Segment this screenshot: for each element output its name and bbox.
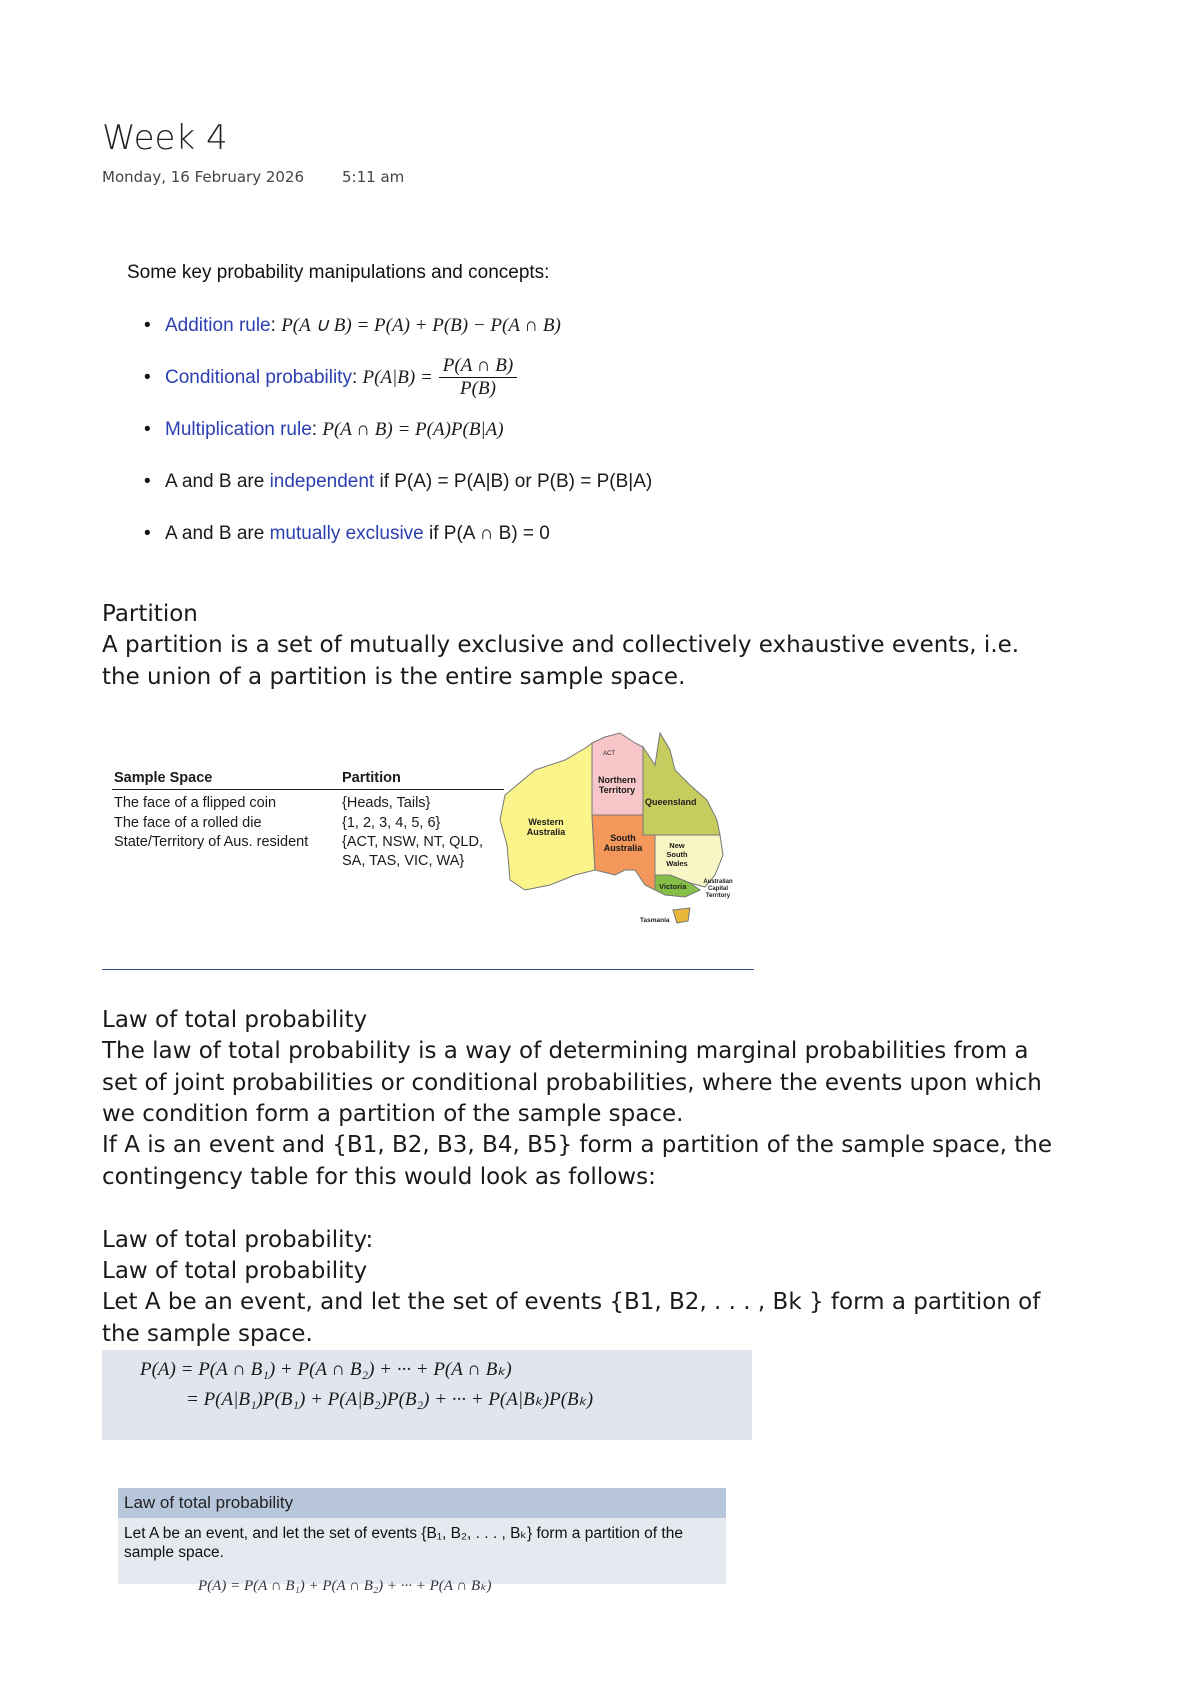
conditional-lhs: P(A|B) = bbox=[362, 367, 433, 388]
ltp-paragraph-3: Let A be an event, and let the set of events {B1, B2, . . . , Bk } form a partition of the sample space. bbox=[102, 1289, 1041, 1347]
partition-heading: Partition bbox=[102, 601, 198, 627]
table-row bbox=[112, 790, 504, 813]
table-cell: {1, 2, 3, 4, 5, 6} bbox=[342, 814, 441, 831]
table-cell: The face of a rolled die bbox=[114, 814, 262, 831]
ltp-definition-box bbox=[118, 1488, 726, 1594]
independent-prefix: A and B are bbox=[165, 471, 265, 492]
concepts-list bbox=[130, 300, 652, 560]
conditional-item: • Conditional probability: P(A|B) = $\frac{P(A \cap B)}{P(B)}$ bbox=[130, 352, 652, 404]
page-date: Monday, 16 February 2026 bbox=[102, 168, 305, 186]
map-label-act: Australian Capital Territory bbox=[703, 879, 733, 899]
header-partition: Partition bbox=[340, 768, 504, 790]
map-label-wa-box bbox=[517, 817, 575, 841]
exclusive-suffix: if P(A ∩ B) = 0 bbox=[429, 523, 550, 544]
map-label-sa-box bbox=[597, 833, 649, 857]
table-row bbox=[112, 832, 504, 870]
ltp-box-text: Let A be an event, and let the set of events {B₁, B₂, . . . , Bₖ} form a partition of the sample space. bbox=[124, 1525, 683, 1561]
table-row bbox=[112, 813, 504, 833]
table-cell: {Heads, Tails} bbox=[342, 795, 431, 811]
partition-table-header bbox=[112, 768, 504, 790]
map-label-vic: Victoria bbox=[659, 882, 687, 891]
australia-map bbox=[495, 725, 745, 925]
map-tas bbox=[673, 908, 690, 923]
ltp-paragraph-1: The law of total probability is a way of determining marginal probabilities from a set of joint probabilities or conditional probabilities, where the events upon which we condition form a partition of the sample space. bbox=[102, 1038, 1042, 1127]
multiplication-item: • Multiplication rule: P(A ∩ B) = P(A)P(B|A) bbox=[130, 404, 652, 456]
ltp-heading-2: Law of total probability: bbox=[102, 1227, 374, 1253]
ltp-heading: Law of total probability bbox=[102, 1007, 368, 1033]
exclusive-prefix: A and B are bbox=[165, 523, 265, 544]
multiplication-rule-link[interactable]: Multiplication rule bbox=[165, 419, 312, 440]
ltp-box-cut-formula: P(A) = P(A ∩ B₁) + P(A ∩ B₂) + ··· + P(A ∩ Bₖ) bbox=[198, 1578, 492, 1594]
concepts-heading: Some key probability manipulations and concepts: bbox=[127, 262, 550, 283]
map-label-nsw-box bbox=[662, 841, 698, 875]
map-label-nt: Northern Territory bbox=[598, 775, 636, 795]
conditional-probability-link[interactable]: Conditional probability bbox=[165, 367, 352, 388]
map-nt bbox=[592, 733, 643, 815]
addition-rule-item: • Addition rule: P(A ∪ B) = P(A) + P(B) − P(A ∩ B) bbox=[130, 300, 652, 352]
independent-link[interactable]: independent bbox=[269, 471, 375, 492]
map-qld bbox=[643, 733, 720, 835]
independent-suffix: if P(A) = P(A|B) or P(B) = P(B|A) bbox=[379, 471, 653, 492]
independent-item bbox=[130, 456, 652, 508]
ltp-formula-line-1: P(A) = P(A ∩ B₁) + P(A ∩ B₂) + ··· + P(A ∩ Bₖ) bbox=[140, 1359, 512, 1380]
exclusive-item bbox=[130, 508, 652, 560]
map-label-wa: Western Australia bbox=[526, 817, 566, 837]
map-label-nt-box bbox=[591, 775, 643, 799]
mutually-exclusive-link[interactable]: mutually exclusive bbox=[269, 523, 424, 544]
map-label-sa: South Australia bbox=[603, 833, 643, 853]
addition-formula: P(A ∪ B) = P(A) + P(B) − P(A ∩ B) bbox=[281, 315, 561, 336]
table-cell: State/Territory of Aus. resident bbox=[114, 834, 309, 850]
map-label-qld: Queensland bbox=[645, 797, 697, 807]
table-cell: {ACT, NSW, NT, QLD, SA, TAS, VIC, WA} bbox=[342, 834, 483, 869]
addition-rule-link[interactable]: Addition rule bbox=[165, 315, 271, 336]
multiplication-formula: P(A ∩ B) = P(A)P(B|A) bbox=[322, 419, 504, 440]
page-time: 5:11 am bbox=[342, 168, 405, 186]
ltp-heading-3: Law of total probability bbox=[102, 1258, 368, 1284]
map-label-nsw: New South Wales bbox=[666, 841, 688, 868]
ltp-formula-box bbox=[102, 1350, 752, 1440]
page-title: Week 4 bbox=[102, 118, 228, 158]
table-cell: The face of a flipped coin bbox=[114, 795, 277, 811]
ltp-formula-line-2: = P(A|B₁)P(B₁) + P(A|B₂)P(B₂) + ··· + P(A|Bₖ)P(Bₖ) bbox=[186, 1389, 594, 1410]
section-divider bbox=[102, 969, 754, 970]
map-label-tas: Tasmania bbox=[640, 917, 670, 924]
ltp-paragraph-2: If A is an event and {B1, B2, B3, B4, B5} form a partition of the sample space, the contingency table for this would look as follows: bbox=[102, 1132, 1053, 1190]
partition-text: A partition is a set of mutually exclusive and collectively exhaustive events, i.e. the union of a partition is the entire sample space. bbox=[102, 632, 1020, 690]
partition-table bbox=[112, 768, 504, 870]
conditional-fraction bbox=[439, 355, 517, 400]
ltp-box-title: Law of total probability bbox=[118, 1488, 726, 1518]
map-label-act-box bbox=[698, 879, 744, 913]
header-sample-space: Sample Space bbox=[112, 768, 340, 790]
conditional-denominator: P(B) bbox=[460, 378, 496, 400]
map-label-act-small: ACT bbox=[603, 751, 615, 757]
conditional-numerator: P(A ∩ B) bbox=[439, 355, 517, 378]
